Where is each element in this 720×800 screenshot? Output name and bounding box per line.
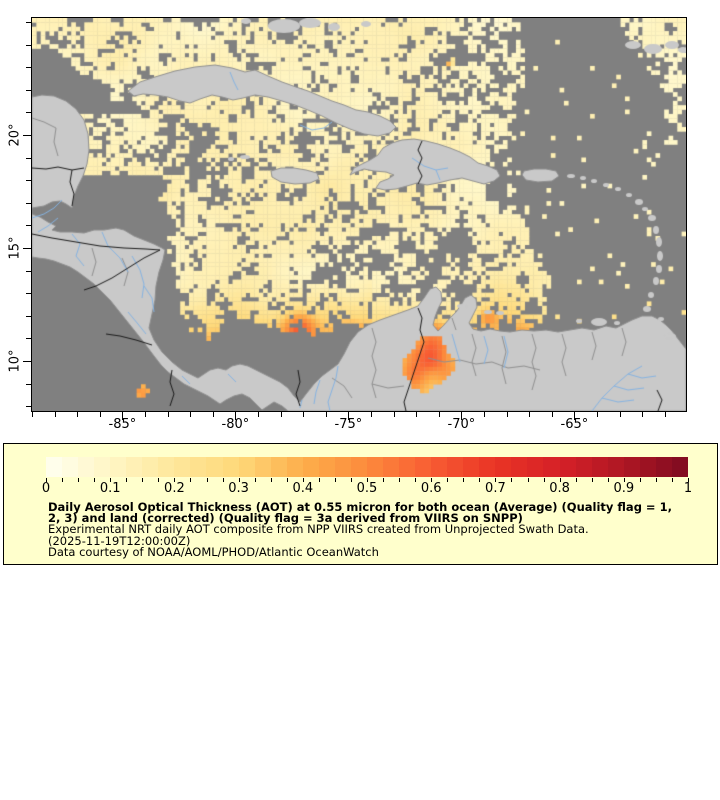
colorbar-tick <box>447 478 448 482</box>
x-axis-label: -85° <box>108 417 137 432</box>
colorbar-tick <box>463 478 464 482</box>
colorbar-tick <box>576 478 577 482</box>
colorbar-tick <box>383 478 384 482</box>
y-minor-tick <box>26 67 31 68</box>
x-minor-tick <box>529 412 530 417</box>
x-minor-tick <box>439 412 440 417</box>
x-minor-tick <box>642 412 643 417</box>
y-minor-tick <box>26 338 31 339</box>
colorbar-tick <box>640 478 641 482</box>
y-major-tick <box>23 248 31 249</box>
colorbar-segment <box>447 457 463 477</box>
colorbar-tick-label: 0.6 <box>420 481 442 496</box>
colorbar-segment <box>415 457 431 477</box>
colorbar-segment <box>383 457 399 477</box>
colorbar-tick-label: 1 <box>683 481 693 496</box>
y-axis-label: 10° <box>7 349 23 373</box>
x-minor-tick <box>326 412 327 417</box>
colorbar-tick <box>399 478 400 482</box>
y-minor-tick <box>26 293 31 294</box>
x-minor-tick <box>258 412 259 417</box>
caption-line-courtesy: Data courtesy of NOAA/AOML/PHOD/Atlantic OceanWatch <box>48 544 379 559</box>
x-minor-tick <box>371 412 372 417</box>
caption <box>48 502 708 558</box>
y-minor-tick <box>26 271 31 272</box>
colorbar-segment <box>62 457 78 477</box>
colorbar-tick <box>528 478 529 482</box>
colorbar-tick <box>287 478 288 482</box>
colorbar-tick <box>190 478 191 482</box>
colorbar-tick <box>94 478 95 482</box>
colorbar-tick <box>62 478 63 482</box>
x-minor-tick <box>484 412 485 417</box>
colorbar-segment <box>223 457 239 477</box>
colorbar-segment <box>206 457 222 477</box>
colorbar-segment <box>255 457 271 477</box>
y-minor-tick <box>26 112 31 113</box>
aot-map-canvas <box>32 18 686 411</box>
colorbar-segment <box>367 457 383 477</box>
colorbar-tick <box>158 478 159 482</box>
y-major-tick <box>23 135 31 136</box>
y-major-tick <box>23 361 31 362</box>
colorbar-segment <box>592 457 608 477</box>
colorbar <box>46 457 688 477</box>
y-minor-tick <box>26 22 31 23</box>
y-minor-tick <box>26 225 31 226</box>
colorbar-segment <box>335 457 351 477</box>
x-minor-tick <box>303 412 304 417</box>
colorbar-tick <box>255 478 256 482</box>
colorbar-tick-label: 0.5 <box>356 481 378 496</box>
colorbar-tick-label: 0.4 <box>292 481 314 496</box>
colorbar-tick-label: 0.7 <box>485 481 506 496</box>
colorbar-tick <box>479 478 480 482</box>
colorbar-segment <box>479 457 495 477</box>
y-minor-tick <box>26 316 31 317</box>
caption-line-timestamp: (2025-11-19T12:00:00Z) <box>48 533 191 548</box>
y-minor-tick <box>26 158 31 159</box>
x-minor-tick <box>507 412 508 417</box>
colorbar-tick <box>351 478 352 482</box>
x-axis-label: -65° <box>560 417 589 432</box>
colorbar-segment <box>399 457 415 477</box>
x-minor-tick <box>190 412 191 417</box>
colorbar-segment <box>656 457 672 477</box>
y-minor-tick <box>26 90 31 91</box>
y-minor-tick <box>26 406 31 407</box>
colorbar-tick <box>656 478 657 482</box>
x-minor-tick <box>552 412 553 417</box>
colorbar-tick-label: 0.8 <box>549 481 570 496</box>
colorbar-segment <box>158 457 174 477</box>
colorbar-segment <box>142 457 158 477</box>
x-minor-tick <box>394 412 395 417</box>
x-minor-tick <box>32 412 33 417</box>
x-axis-label: -75° <box>334 417 363 432</box>
y-axis-label: 15° <box>7 236 23 260</box>
map-panel <box>31 17 687 412</box>
colorbar-segment <box>495 457 511 477</box>
colorbar-segment <box>319 457 335 477</box>
colorbar-segment <box>431 457 447 477</box>
x-minor-tick <box>665 412 666 417</box>
x-axis-label: -70° <box>447 417 476 432</box>
colorbar-segment <box>303 457 319 477</box>
x-minor-tick <box>416 412 417 417</box>
x-minor-tick <box>597 412 598 417</box>
colorbar-segment <box>672 457 688 477</box>
colorbar-tick <box>223 478 224 482</box>
colorbar-tick <box>672 478 673 482</box>
x-minor-tick <box>168 412 169 417</box>
caption-line-experimental: Experimental NRT daily AOT composite from NPP VIIRS created from Unprojected Swath Data. <box>48 522 589 537</box>
colorbar-segment <box>78 457 94 477</box>
y-minor-tick <box>26 203 31 204</box>
colorbar-segment <box>608 457 624 477</box>
colorbar-tick <box>335 478 336 482</box>
colorbar-segment <box>110 457 126 477</box>
x-minor-tick <box>145 412 146 417</box>
x-axis-label: -80° <box>221 417 250 432</box>
colorbar-tick <box>142 478 143 482</box>
colorbar-tick <box>544 478 545 482</box>
colorbar-segment <box>190 457 206 477</box>
colorbar-tick <box>78 478 79 482</box>
colorbar-tick <box>126 478 127 482</box>
x-minor-tick <box>55 412 56 417</box>
colorbar-segment <box>543 457 559 477</box>
colorbar-tick <box>511 478 512 482</box>
colorbar-tick-label: 0.3 <box>228 481 249 496</box>
caption-title-line: Daily Aerosol Optical Thickness (AOT) at 0.55 micron for both ocean (Average) (Quality flag = 1, <box>48 500 672 514</box>
y-minor-tick <box>26 180 31 181</box>
colorbar-tick-label: 0.1 <box>99 481 121 496</box>
colorbar-tick <box>207 478 208 482</box>
colorbar-tick <box>271 478 272 482</box>
colorbar-segment <box>576 457 592 477</box>
colorbar-tick <box>608 478 609 482</box>
colorbar-tick <box>319 478 320 482</box>
colorbar-tick-label: 0.9 <box>613 481 635 496</box>
colorbar-segment <box>560 457 576 477</box>
x-minor-tick <box>77 412 78 417</box>
x-minor-tick <box>281 412 282 417</box>
colorbar-tick-label: 0 <box>41 481 51 496</box>
colorbar-tick-label: 0.2 <box>164 481 185 496</box>
colorbar-segment <box>463 457 479 477</box>
colorbar-segment <box>239 457 255 477</box>
colorbar-segment <box>351 457 367 477</box>
colorbar-segment <box>271 457 287 477</box>
colorbar-tick <box>592 478 593 482</box>
x-minor-tick <box>620 412 621 417</box>
x-minor-tick <box>100 412 101 417</box>
x-minor-tick <box>213 412 214 417</box>
colorbar-tick <box>415 478 416 482</box>
y-minor-tick <box>26 384 31 385</box>
y-minor-tick <box>26 45 31 46</box>
colorbar-segment <box>46 457 62 477</box>
colorbar-segment <box>527 457 543 477</box>
colorbar-segment <box>640 457 656 477</box>
caption-title <box>48 502 708 524</box>
colorbar-segment <box>624 457 640 477</box>
colorbar-segment <box>511 457 527 477</box>
colorbar-segment <box>126 457 142 477</box>
y-axis-label: 20° <box>7 123 23 147</box>
colorbar-segment <box>287 457 303 477</box>
colorbar-segment <box>174 457 190 477</box>
caption-title-line: 2, 3) and land (corrected) (Quality flag = 3a derived from VIIRS on SNPP) <box>48 511 523 526</box>
colorbar-segment <box>94 457 110 477</box>
